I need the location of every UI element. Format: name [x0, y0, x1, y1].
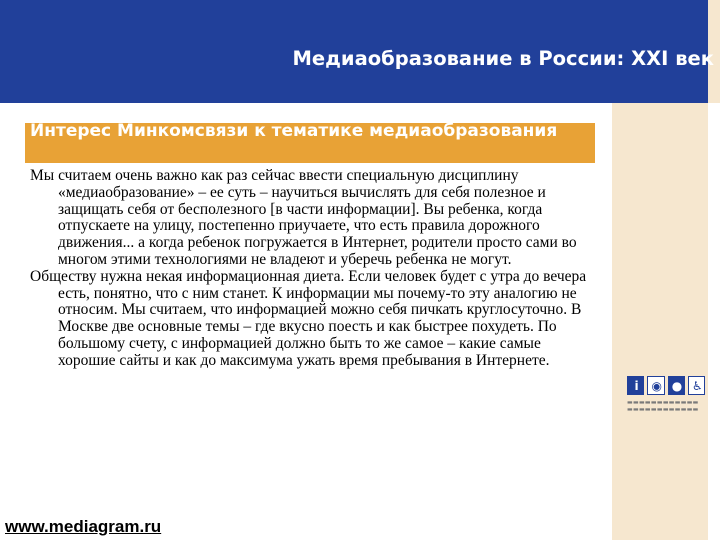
info-icon: i — [627, 376, 644, 395]
paragraph: Обществу нужна некая информационная диета. Если человек будет с утра до вечера есть, понятно, что с ним станет. К информации мы почему-то эту аналогию не относим. Мы считаем, что информацией можно себя пичкать круглосуточно. В Москве две основные темы – где вкусно поесть и как быстрее похудеть. По большому счету, с информацией должно быть то же самое – какие самые хорошие сайты и как до максимума ужать время пребывания в Интернете. — [30, 267, 587, 369]
accessibility-logo — [627, 376, 705, 432]
ear-icon: ● — [668, 376, 685, 395]
website-link[interactable]: www.mediagram.ru — [5, 517, 162, 536]
logo-caption: ▬▬▬▬▬▬▬▬▬▬▬▬ ▬▬▬▬▬▬▬▬▬▬▬▬ — [627, 399, 699, 413]
wheelchair-icon: ♿ — [688, 376, 705, 395]
paragraph: Мы считаем очень важно как раз сейчас ввести специальную дисциплину «медиаобразование» – ее суть – научиться вычислять для себя полезное и защищать себя от бесполезного [в части информации]. Вы ребенка, когда отпускаете на улицу, постепенно приучаете, что есть правила дорожного движения... а когда ребенок погружается в Интернет, родители просто сами во многом этими технологиями не владеют и уберечь ребенка не могут. — [30, 167, 577, 268]
slide-title: Медиаобразование в России: XXI век — [292, 47, 714, 70]
side-panel — [612, 103, 708, 540]
side-stripe — [708, 103, 720, 540]
subtitle-text: Интерес Минкомсвязи к тематике медиаобразования — [30, 121, 558, 141]
eye-icon: ◉ — [647, 376, 664, 395]
body-text — [30, 168, 590, 370]
